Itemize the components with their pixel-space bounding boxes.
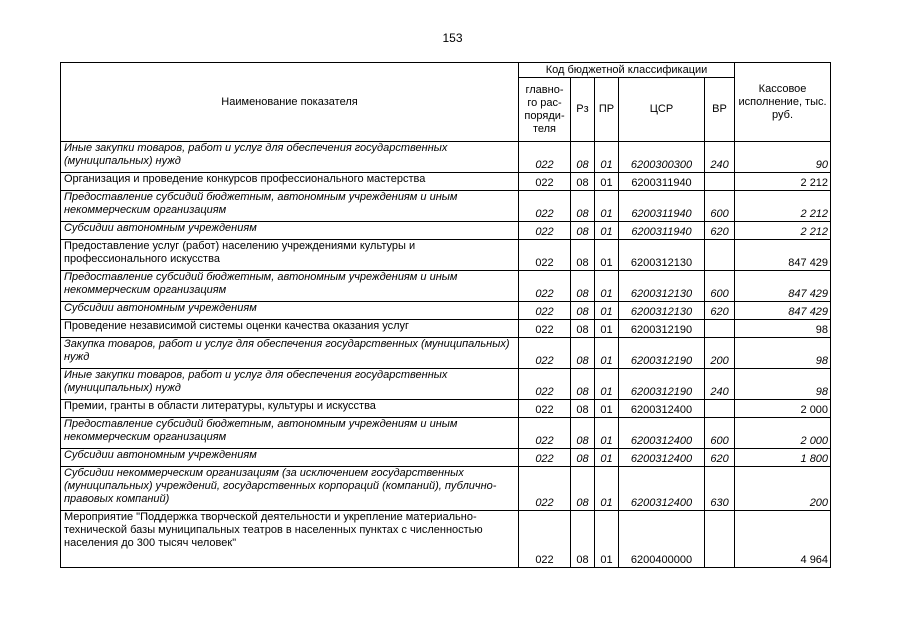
- indicator-name-cell: Субсидии автономным учреждениям: [61, 302, 519, 320]
- section-cell: 08: [571, 369, 595, 400]
- target-article-cell: 6200312190: [619, 320, 705, 338]
- table-row: [61, 400, 831, 418]
- subsection-cell: 01: [595, 240, 619, 271]
- indicator-name-cell: Иные закупки товаров, работ и услуг для обеспечения государственных (муниципальных) нужд: [61, 142, 519, 173]
- expense-type-cell: 620: [705, 449, 735, 467]
- indicator-name-cell: Закупка товаров, работ и услуг для обеспечения государственных (муниципальных) нужд: [61, 338, 519, 369]
- target-article-cell: 6200312190: [619, 369, 705, 400]
- indicator-name-cell: Предоставление услуг (работ) населению учреждениями культуры и профессионального искусства: [61, 240, 519, 271]
- target-article-cell: 6200312400: [619, 400, 705, 418]
- subsection-cell: 01: [595, 320, 619, 338]
- target-article-cell: 6200312190: [619, 338, 705, 369]
- expense-type-cell: [705, 240, 735, 271]
- expense-type-cell: 240: [705, 369, 735, 400]
- indicator-name-cell: Иные закупки товаров, работ и услуг для обеспечения государственных (муниципальных) нужд: [61, 369, 519, 400]
- chief-manager-cell: 022: [519, 240, 571, 271]
- chief-manager-cell: 022: [519, 173, 571, 191]
- chief-manager-cell: 022: [519, 222, 571, 240]
- expense-type-cell: 200: [705, 338, 735, 369]
- subsection-cell: 01: [595, 511, 619, 568]
- amount-cell: 1 800: [735, 449, 831, 467]
- subsection-cell: 01: [595, 418, 619, 449]
- section-cell: 08: [571, 302, 595, 320]
- indicator-name-cell: Субсидии автономным учреждениям: [61, 222, 519, 240]
- section-cell: 08: [571, 222, 595, 240]
- subsection-cell: 01: [595, 191, 619, 222]
- table-row: [61, 142, 831, 173]
- amount-cell: 2 212: [735, 222, 831, 240]
- section-cell: 08: [571, 173, 595, 191]
- amount-cell: 98: [735, 338, 831, 369]
- table-row: [61, 173, 831, 191]
- amount-cell: 2 212: [735, 191, 831, 222]
- subsection-cell: 01: [595, 222, 619, 240]
- chief-manager-cell: 022: [519, 191, 571, 222]
- header-classification-code: Код бюджетной классификации: [519, 63, 735, 78]
- target-article-cell: 6200312400: [619, 449, 705, 467]
- table-body: [61, 142, 831, 568]
- expense-type-cell: 600: [705, 271, 735, 302]
- indicator-name-cell: Премии, гранты в области литературы, культуры и искусства: [61, 400, 519, 418]
- chief-manager-cell: 022: [519, 511, 571, 568]
- subsection-cell: 01: [595, 449, 619, 467]
- target-article-cell: 6200311940: [619, 173, 705, 191]
- indicator-name-cell: Предоставление субсидий бюджетным, автономным учреждениям и иным некоммерческим организациям: [61, 271, 519, 302]
- amount-cell: 90: [735, 142, 831, 173]
- header-indicator-name: Наименование показателя: [61, 63, 519, 142]
- header-chief-manager: главно-го рас-поряди-теля: [519, 78, 571, 142]
- target-article-cell: 6200300300: [619, 142, 705, 173]
- header-expense-type: ВР: [705, 78, 735, 142]
- target-article-cell: 6200312130: [619, 302, 705, 320]
- amount-cell: 98: [735, 369, 831, 400]
- expense-type-cell: 240: [705, 142, 735, 173]
- expense-type-cell: 630: [705, 467, 735, 511]
- chief-manager-cell: 022: [519, 271, 571, 302]
- subsection-cell: 01: [595, 302, 619, 320]
- chief-manager-cell: 022: [519, 369, 571, 400]
- subsection-cell: 01: [595, 467, 619, 511]
- expense-type-cell: 600: [705, 191, 735, 222]
- target-article-cell: 6200400000: [619, 511, 705, 568]
- table-row: [61, 191, 831, 222]
- target-article-cell: 6200311940: [619, 191, 705, 222]
- expense-type-cell: 600: [705, 418, 735, 449]
- table-row: [61, 369, 831, 400]
- header-target-article: ЦСР: [619, 78, 705, 142]
- table-row: [61, 511, 831, 568]
- indicator-name-cell: Мероприятие "Поддержка творческой деятельности и укрепление материально-технической базы муниципальных театров в населенных пунктах с численностью населения до 300 тысяч человек": [61, 511, 519, 568]
- indicator-name-cell: Субсидии автономным учреждениям: [61, 449, 519, 467]
- chief-manager-cell: 022: [519, 338, 571, 369]
- section-cell: 08: [571, 418, 595, 449]
- section-cell: 08: [571, 142, 595, 173]
- chief-manager-cell: 022: [519, 302, 571, 320]
- amount-cell: 2 000: [735, 418, 831, 449]
- amount-cell: 4 964: [735, 511, 831, 568]
- chief-manager-cell: 022: [519, 449, 571, 467]
- table-row: [61, 449, 831, 467]
- chief-manager-cell: 022: [519, 400, 571, 418]
- subsection-cell: 01: [595, 338, 619, 369]
- header-cash-execution: Кассовое исполнение, тыс. руб.: [735, 63, 831, 142]
- subsection-cell: 01: [595, 271, 619, 302]
- indicator-name-cell: Организация и проведение конкурсов профессионального мастерства: [61, 173, 519, 191]
- indicator-name-cell: Проведение независимой системы оценки качества оказания услуг: [61, 320, 519, 338]
- section-cell: 08: [571, 338, 595, 369]
- section-cell: 08: [571, 449, 595, 467]
- amount-cell: 847 429: [735, 302, 831, 320]
- amount-cell: 847 429: [735, 271, 831, 302]
- table-row: [61, 418, 831, 449]
- chief-manager-cell: 022: [519, 418, 571, 449]
- section-cell: 08: [571, 191, 595, 222]
- chief-manager-cell: 022: [519, 320, 571, 338]
- expense-type-cell: 620: [705, 222, 735, 240]
- subsection-cell: 01: [595, 173, 619, 191]
- amount-cell: 847 429: [735, 240, 831, 271]
- expense-type-cell: [705, 400, 735, 418]
- table-row: [61, 222, 831, 240]
- target-article-cell: 6200312130: [619, 271, 705, 302]
- section-cell: 08: [571, 400, 595, 418]
- budget-execution-table: [60, 62, 831, 568]
- expense-type-cell: [705, 511, 735, 568]
- indicator-name-cell: Субсидии некоммерческим организациям (за исключением государственных (муниципальных) учреждений, государственных корпораций (компаний), публично-правовых компаний): [61, 467, 519, 511]
- subsection-cell: 01: [595, 369, 619, 400]
- subsection-cell: 01: [595, 142, 619, 173]
- amount-cell: 98: [735, 320, 831, 338]
- table-row: [61, 338, 831, 369]
- section-cell: 08: [571, 511, 595, 568]
- expense-type-cell: 620: [705, 302, 735, 320]
- table-row: [61, 271, 831, 302]
- amount-cell: 2 212: [735, 173, 831, 191]
- chief-manager-cell: 022: [519, 142, 571, 173]
- amount-cell: 2 000: [735, 400, 831, 418]
- table-row: [61, 240, 831, 271]
- table-row: [61, 467, 831, 511]
- expense-type-cell: [705, 320, 735, 338]
- target-article-cell: 6200311940: [619, 222, 705, 240]
- table-row: [61, 320, 831, 338]
- target-article-cell: 6200312130: [619, 240, 705, 271]
- subsection-cell: 01: [595, 400, 619, 418]
- indicator-name-cell: Предоставление субсидий бюджетным, автономным учреждениям и иным некоммерческим организациям: [61, 191, 519, 222]
- section-cell: 08: [571, 320, 595, 338]
- indicator-name-cell: Предоставление субсидий бюджетным, автономным учреждениям и иным некоммерческим организациям: [61, 418, 519, 449]
- section-cell: 08: [571, 467, 595, 511]
- target-article-cell: 6200312400: [619, 467, 705, 511]
- target-article-cell: 6200312400: [619, 418, 705, 449]
- table-row: [61, 302, 831, 320]
- expense-type-cell: [705, 173, 735, 191]
- section-cell: 08: [571, 271, 595, 302]
- section-cell: 08: [571, 240, 595, 271]
- page-number: 153: [442, 31, 463, 45]
- header-section: Рз: [571, 78, 595, 142]
- chief-manager-cell: 022: [519, 467, 571, 511]
- header-subsection: ПР: [595, 78, 619, 142]
- amount-cell: 200: [735, 467, 831, 511]
